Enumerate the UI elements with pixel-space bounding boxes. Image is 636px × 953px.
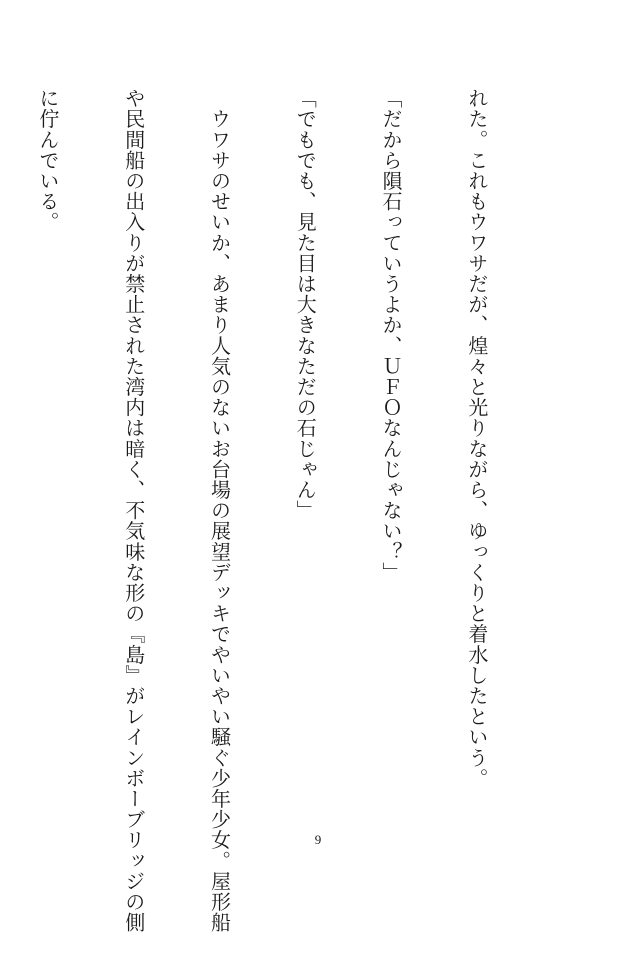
vertical-text-body — [0, 88, 548, 933]
text-line-1: れた。これもウワサだが、煌々と光りながら、ゆっくりと着水したという。 — [464, 88, 489, 789]
text-line-4: ウワサのせいか、あまり人気のないお台場の展望デッキでやいやい騒ぐ少年少女。屋形船 — [207, 88, 232, 933]
text-line-5: や民間船の出入りが禁止された湾内は暗く、不気味な形の『島』がレインボーブリッジの側 — [121, 88, 146, 933]
text-line-3: 「でもでも、見た目は大きなただの石じゃん」 — [293, 88, 318, 521]
page-number: 9 — [314, 832, 322, 847]
text-line-6: に佇んでいる。 — [35, 88, 60, 233]
text-line-2: 「だから隕石っていうよか、ＵＦＯなんじゃない？」 — [379, 88, 404, 583]
